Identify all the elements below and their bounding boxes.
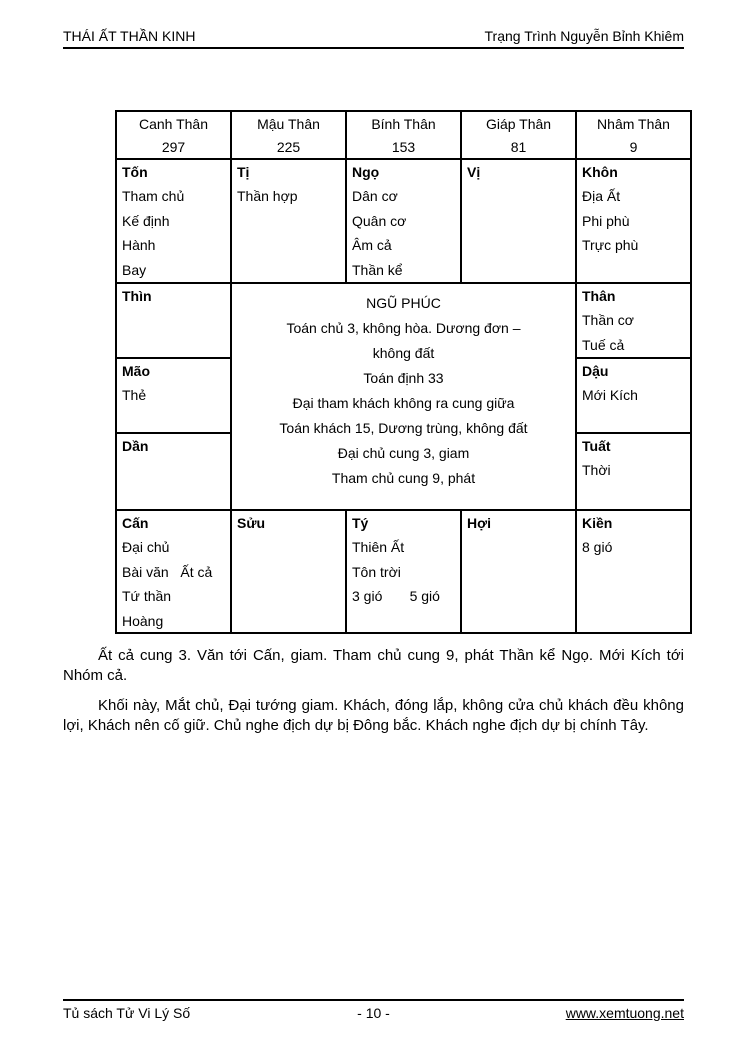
year-name: Bính Thân [371,116,436,132]
palace-item: Thần hợp [237,188,298,204]
palace-cell-vi [461,159,576,283]
palace-item: 8 gió [582,539,613,555]
palace-label: Hợi [467,515,491,531]
footer-series-name: Tủ sách Tử Vi Lý Số [63,1005,191,1021]
palace-label: Cấn [122,515,149,531]
palace-cell-hoi [461,510,576,633]
center-line: Tham chủ cung 9, phát [331,470,476,486]
header-rule [63,47,684,49]
palace-cell-ngo [346,159,461,283]
body-text [63,646,684,746]
palace-cell-ty [346,510,461,633]
footer-rule [63,999,684,1001]
center-line: Đại tham khách không ra cung giữa [292,395,515,411]
palace-label: Tuất [582,438,611,454]
center-line: Toán chủ 3, không hòa. Dương đơn – [286,320,521,336]
palace-label: Dậu [582,363,609,379]
palace-cell-dan [116,433,231,510]
palace-item: Bay [122,261,147,278]
palace-item: Đại chủ [122,539,170,555]
palace-item: Hành [122,237,156,253]
thai-at-chart-table [115,110,692,634]
palace-label: Tị [237,164,250,180]
palace-item: Mới Kích [582,387,638,403]
center-line: Toán khách 15, Dương trùng, không đất [279,420,528,436]
page-footer [63,1004,684,1022]
palace-cell-mao [116,358,231,433]
palace-item: Tứ thần [122,588,172,604]
palace-item: Âm cả [352,237,392,253]
palace-item: Kế định [122,212,170,229]
year-number: 297 [161,139,186,155]
palace-cell-can [116,510,231,633]
center-summary-cell [231,283,576,510]
palace-item: Thiên Ất [352,539,405,555]
palace-label: Tốn [122,164,148,180]
year-number: 81 [510,139,527,155]
year-number: 153 [391,139,416,155]
palace-item: Phi phù [582,212,630,229]
book-title: THÁI ẤT THẦN KINH [63,28,196,44]
palace-item: Trực phù [582,237,639,253]
center-title: NGŨ PHÚC [366,295,441,311]
palace-label: Ngọ [352,164,380,180]
palace-item: Thần kể [352,261,403,278]
palace-item: Thẻ [122,387,147,403]
palace-label: Khôn [582,164,618,180]
author-name: Trạng Trình Nguyễn Bỉnh Khiêm [484,28,684,44]
palace-item: Tuế cả [582,336,625,353]
palace-item: Thời [582,462,611,478]
palace-label: Vị [467,164,481,180]
palace-item: Hoàng [122,612,164,629]
palace-cell-ton [116,159,231,283]
palace-cell-dau [576,358,691,433]
palace-item: Dân cơ [352,188,398,204]
palace-item: 3 gió 5 gió [352,588,440,604]
palace-cell-ti [231,159,346,283]
palace-item: Quân cơ [352,212,407,229]
year-name: Nhâm Thân [597,116,670,132]
palace-cell-than [576,283,691,358]
year-name: Mậu Thân [257,116,320,132]
year-number: 225 [276,139,301,155]
year-cell-binh-than [346,111,461,159]
year-cell-mau-than [231,111,346,159]
year-name: Giáp Thân [485,116,552,132]
page-header [63,28,684,45]
year-cell-canh-than [116,111,231,159]
palace-label: Mão [122,363,150,379]
palace-cell-kien [576,510,691,633]
palace-label: Tý [352,515,369,531]
center-line: Toán định 33 [363,370,444,386]
palace-item: Tôn trời [352,563,401,580]
center-line: Đại chủ cung 3, giam [337,445,470,461]
palace-label: Thìn [122,288,152,304]
palace-cell-suu [231,510,346,633]
year-cell-giap-than [461,111,576,159]
palace-item: Tham chủ [122,188,185,204]
palace-label: Dần [122,438,149,454]
website-link[interactable]: www.xemtuong.net [565,1005,684,1021]
center-line: không đất [372,345,435,361]
palace-cell-khon [576,159,691,283]
paragraph: Ất cả cung 3. Văn tới Cấn, giam. Tham chủ cung 9, phát Thần kể Ngọ. Mới Kích tới Nhóm cả. [63,647,684,684]
palace-cell-tuat [576,433,691,510]
palace-label: Thân [582,288,616,304]
palace-item: Bài văn Ất cả [122,563,213,580]
paragraph: Khối này, Mắt chủ, Đại tướng giam. Khách, đóng lắp, không cửa chủ khách đều không lợi, Khách nên cố giữ. Chủ nghe địch dự bị Đông bắc. Khách nghe địch dự bị chính Tây. [63,697,684,734]
year-cell-nham-than [576,111,691,159]
year-name: Canh Thân [138,116,208,132]
palace-cell-thin [116,283,231,358]
palace-label: Kiền [582,515,613,531]
year-number: 9 [629,139,638,155]
palace-label: Sửu [237,515,266,531]
palace-item: Địa Ất [582,188,621,204]
palace-item: Thần cơ [582,312,634,328]
page-number: - 10 - [357,1005,390,1021]
